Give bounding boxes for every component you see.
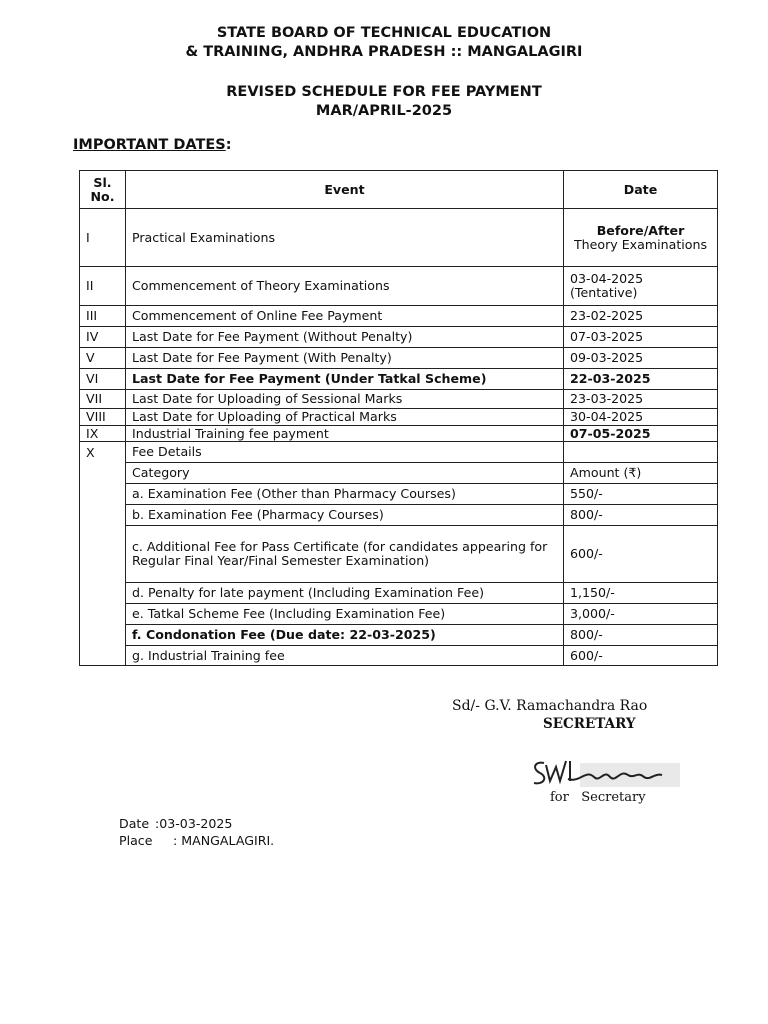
row-date: 30-04-2025 xyxy=(564,409,718,426)
table-row xyxy=(80,306,718,327)
row-date: 22-03-2025 xyxy=(564,369,718,390)
fee-amount: 3,000/- xyxy=(564,604,718,625)
signature-stroke-s xyxy=(534,763,544,784)
row-event: Commencement of Online Fee Payment xyxy=(126,306,564,327)
row-no: V xyxy=(80,348,126,369)
fee-amount: 1,150/- xyxy=(564,583,718,604)
place-value: : MANGALAGIRI. xyxy=(173,833,275,848)
row-no: IV xyxy=(80,327,126,348)
for-secretary: for Secretary xyxy=(550,790,646,805)
row-no: I xyxy=(80,209,126,267)
header-event: Event xyxy=(126,171,564,209)
table-header-row xyxy=(80,171,718,209)
fee-row xyxy=(80,505,718,526)
table-row xyxy=(80,442,718,463)
date-value: :03-03-2025 xyxy=(155,816,233,831)
important-dates-colon: : xyxy=(225,137,232,153)
row-event: Commencement of Theory Examinations xyxy=(126,267,564,306)
important-dates-heading xyxy=(73,137,232,153)
row-date: 23-03-2025 xyxy=(564,390,718,409)
fee-amount: 600/- xyxy=(564,646,718,666)
fee-item: g. Industrial Training fee xyxy=(126,646,564,666)
row-event: Practical Examinations xyxy=(126,209,564,267)
schedule-title-line1: REVISED SCHEDULE FOR FEE PAYMENT xyxy=(226,84,542,100)
row-event: Last Date for Fee Payment (Under Tatkal Scheme) xyxy=(126,369,564,390)
board-title-line2: & TRAINING, ANDHRA PRADESH :: MANGALAGIRI xyxy=(185,44,583,60)
board-title-line1: STATE BOARD OF TECHNICAL EDUCATION xyxy=(216,25,552,41)
fee-item: c. Additional Fee for Pass Certificate (for candidates appearing for Regular Final Year/Final Semester Examination) xyxy=(126,526,564,583)
fee-item: e. Tatkal Scheme Fee (Including Examination Fee) xyxy=(126,604,564,625)
place-label: Place xyxy=(119,833,153,848)
table-row xyxy=(80,426,718,442)
fee-item: Category xyxy=(126,463,564,484)
row-date xyxy=(564,442,718,463)
signed-by: Sd/- G.V. Ramachandra Rao xyxy=(452,698,648,714)
row-no: X xyxy=(80,442,126,666)
date-line xyxy=(119,816,232,831)
date-label: Date xyxy=(119,816,150,831)
table-row xyxy=(80,348,718,369)
row-no: VII xyxy=(80,390,126,409)
row-date: 07-03-2025 xyxy=(564,327,718,348)
row-date: 07-05-2025 xyxy=(564,426,718,442)
fee-row xyxy=(80,604,718,625)
fee-amount: Amount (₹) xyxy=(564,463,718,484)
schedule-title xyxy=(0,83,768,121)
fee-item: d. Penalty for late payment (Including Examination Fee) xyxy=(126,583,564,604)
row-no: IX xyxy=(80,426,126,442)
row-date: 23-02-2025 xyxy=(564,306,718,327)
row-event: Last Date for Uploading of Sessional Marks xyxy=(126,390,564,409)
fee-row xyxy=(80,646,718,666)
row-event: Last Date for Fee Payment (With Penalty) xyxy=(126,348,564,369)
fee-amount: 550/- xyxy=(564,484,718,505)
fee-item: f. Condonation Fee (Due date: 22-03-2025) xyxy=(126,625,564,646)
header-slno: Sl. No. xyxy=(80,171,126,209)
schedule-title-line2: MAR/APRIL-2025 xyxy=(315,103,453,119)
important-dates-label: IMPORTANT DATES xyxy=(73,137,226,153)
table-row xyxy=(80,327,718,348)
header-date: Date xyxy=(564,171,718,209)
board-title xyxy=(0,24,768,62)
place-line xyxy=(119,833,274,848)
fee-row xyxy=(80,625,718,646)
handwritten-signature xyxy=(530,755,682,791)
fee-item: b. Examination Fee (Pharmacy Courses) xyxy=(126,505,564,526)
fee-row xyxy=(80,583,718,604)
row-date: 09-03-2025 xyxy=(564,348,718,369)
fee-row xyxy=(80,463,718,484)
table-row xyxy=(80,409,718,426)
fee-row xyxy=(80,484,718,505)
row-date: Before/After Theory Examinations xyxy=(564,209,718,267)
row-no: VIII xyxy=(80,409,126,426)
signature-stroke-w xyxy=(546,761,566,781)
row-event: Last Date for Uploading of Practical Marks xyxy=(126,409,564,426)
designation: SECRETARY xyxy=(543,716,636,732)
row-event: Fee Details xyxy=(126,442,564,463)
row-event: Last Date for Fee Payment (Without Penalty) xyxy=(126,327,564,348)
schedule-table xyxy=(79,170,718,666)
fee-amount: 800/- xyxy=(564,505,718,526)
row-date: 03-04-2025 (Tentative) xyxy=(564,267,718,306)
row-no: III xyxy=(80,306,126,327)
table-row xyxy=(80,209,718,267)
row-event: Industrial Training fee payment xyxy=(126,426,564,442)
table-row xyxy=(80,369,718,390)
fee-amount: 800/- xyxy=(564,625,718,646)
row-no: II xyxy=(80,267,126,306)
table-row xyxy=(80,390,718,409)
row-no: VI xyxy=(80,369,126,390)
table-row xyxy=(80,267,718,306)
fee-row xyxy=(80,526,718,583)
fee-item: a. Examination Fee (Other than Pharmacy Courses) xyxy=(126,484,564,505)
fee-amount: 600/- xyxy=(564,526,718,583)
